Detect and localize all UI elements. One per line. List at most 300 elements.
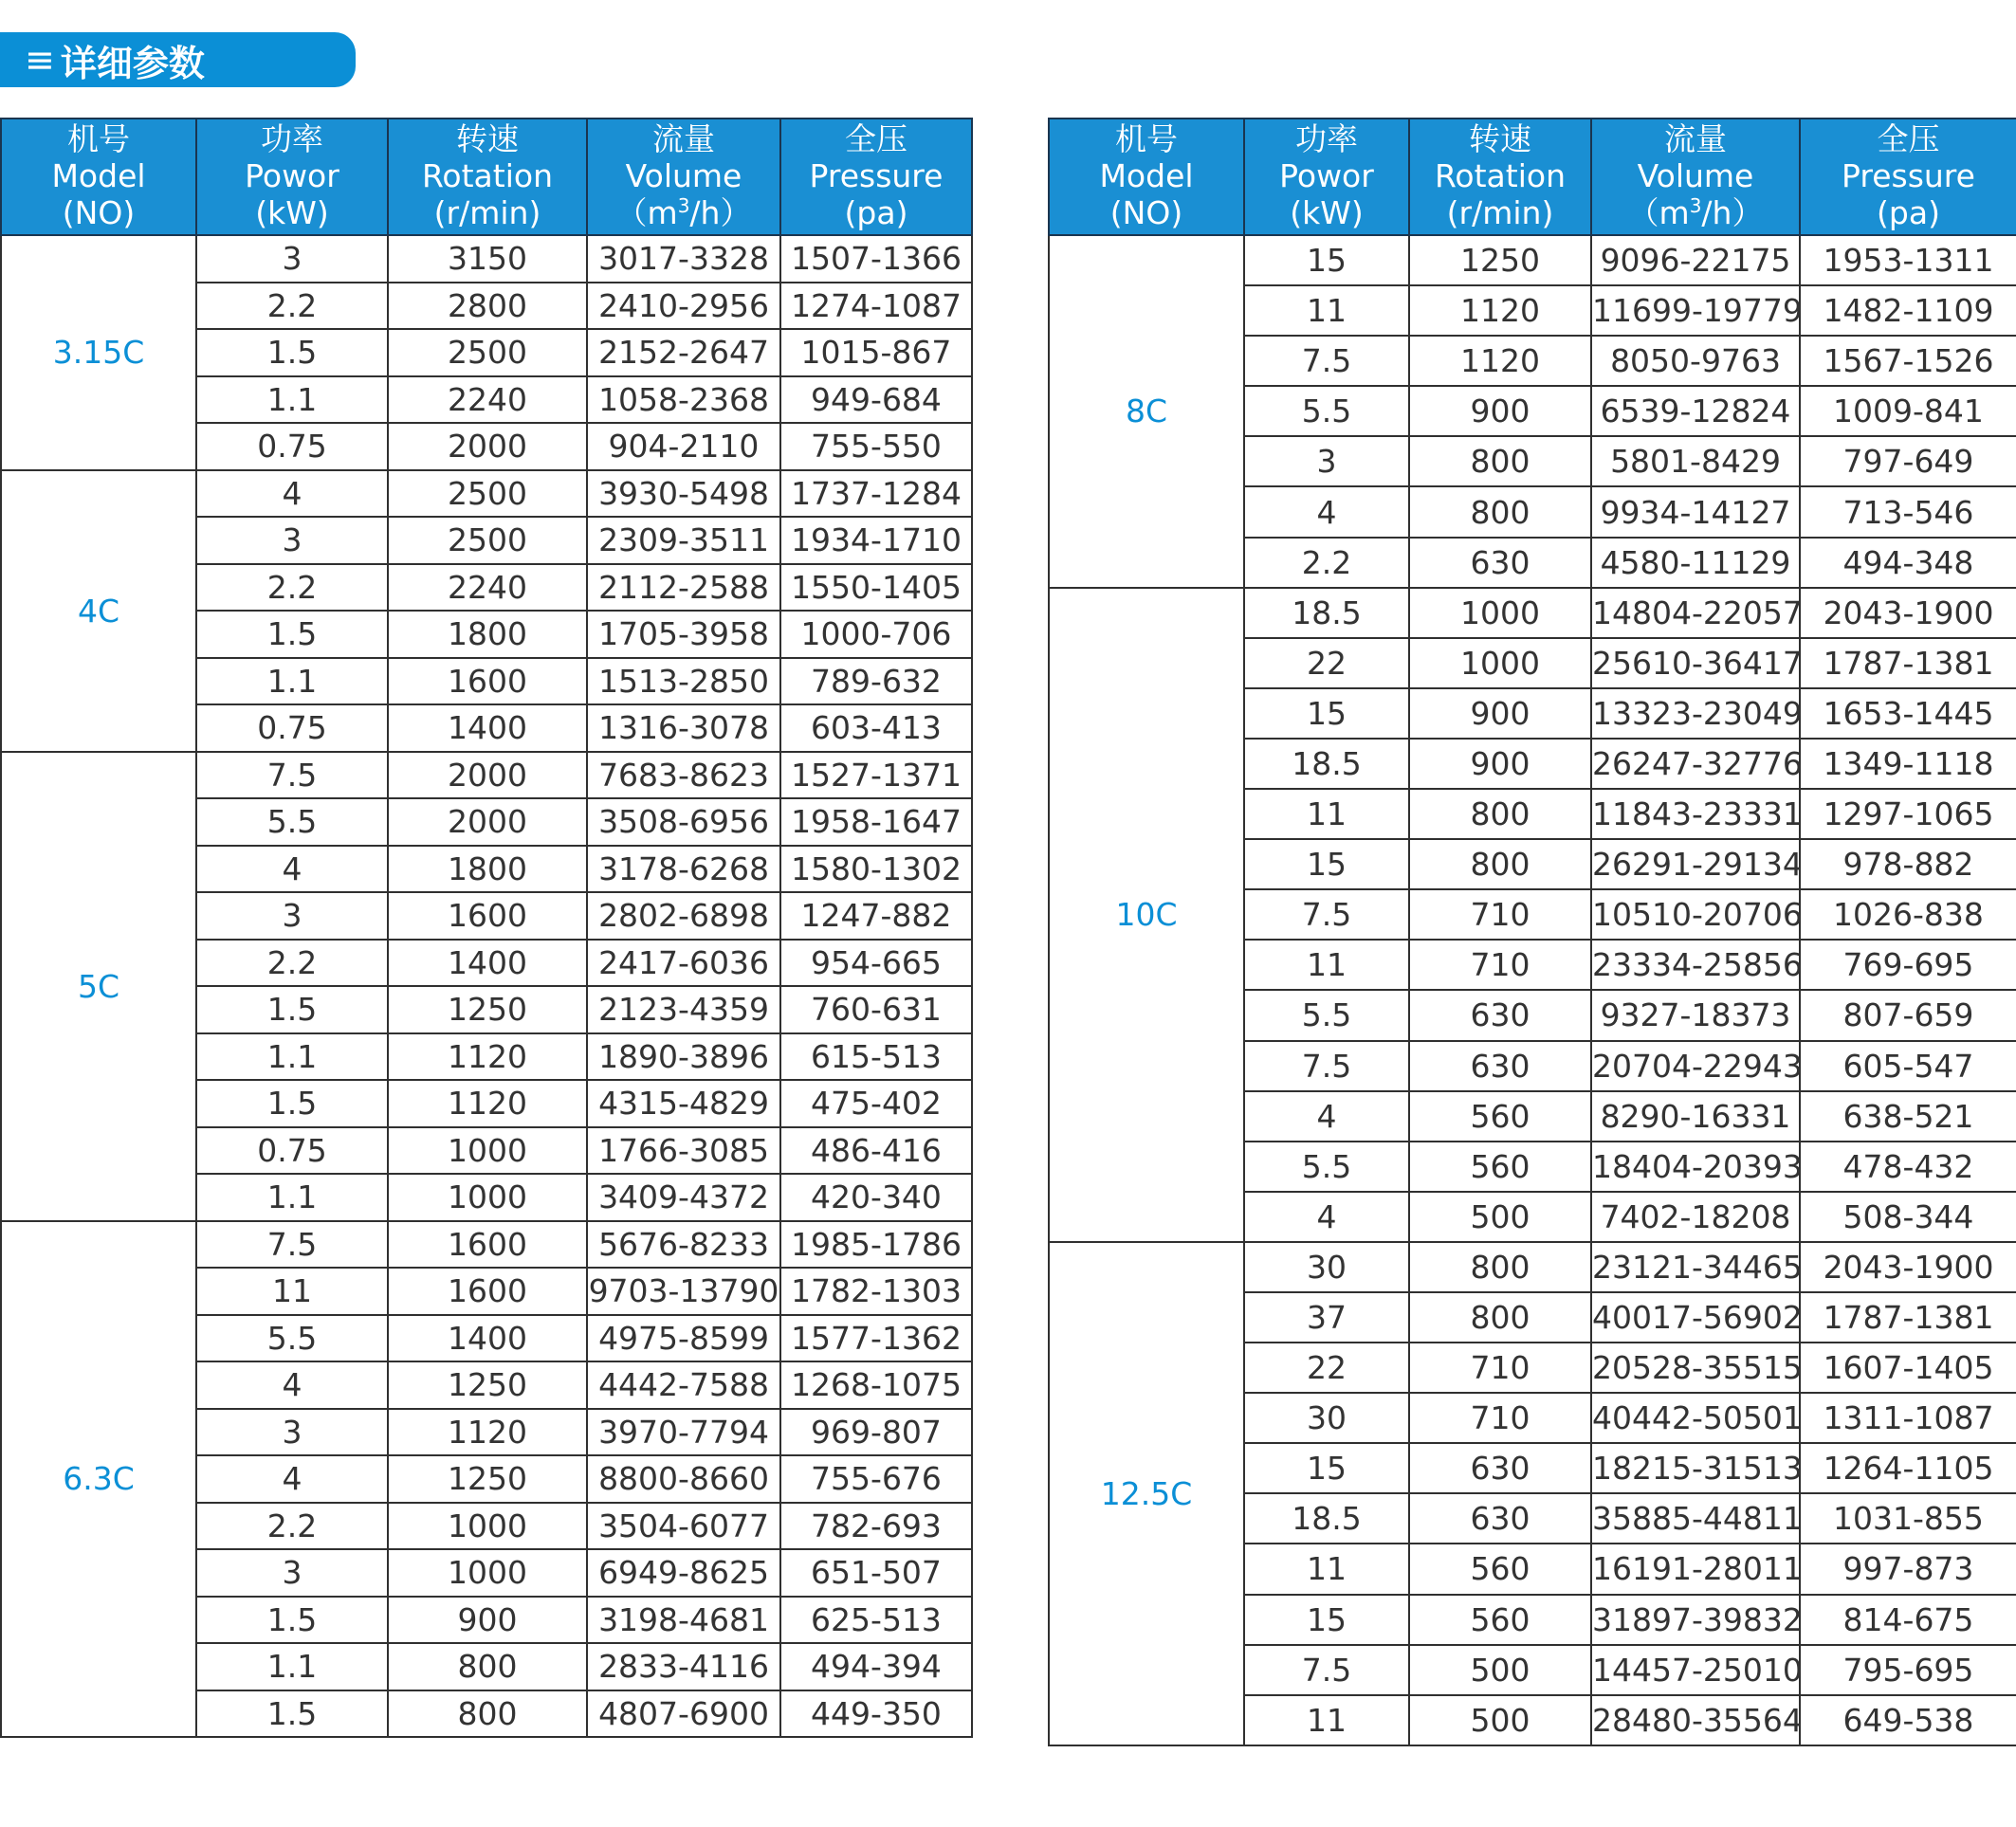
- volume-cell: 11699-19779: [1591, 285, 1800, 336]
- rotation-cell: 1400: [388, 940, 587, 987]
- pressure-cell: 603-413: [780, 704, 972, 752]
- power-cell: 11: [1244, 1544, 1409, 1594]
- pressure-cell: 1349-1118: [1800, 739, 2016, 789]
- header-en: Rotation: [421, 157, 553, 194]
- pressure-cell: 1527-1371: [780, 752, 972, 799]
- pressure-cell: 1737-1284: [780, 470, 972, 518]
- pressure-cell: 1311-1087: [1800, 1393, 2016, 1443]
- pressure-cell: 449-350: [780, 1690, 972, 1738]
- volume-cell: 35885-44811: [1591, 1493, 1800, 1544]
- power-cell: 7.5: [1244, 889, 1409, 940]
- rotation-cell: 800: [1409, 1292, 1591, 1343]
- rotation-cell: 1600: [388, 892, 587, 940]
- rotation-cell: 630: [1409, 1041, 1591, 1091]
- pressure-cell: 651-507: [780, 1549, 972, 1597]
- power-cell: 1.1: [196, 376, 388, 424]
- rotation-cell: 800: [388, 1690, 587, 1738]
- rotation-cell: 1250: [1409, 235, 1591, 285]
- pressure-cell: 1958-1647: [780, 798, 972, 846]
- rotation-cell: 1600: [388, 1268, 587, 1315]
- header-en: Powor: [245, 157, 339, 194]
- power-cell: 2.2: [1244, 538, 1409, 588]
- power-cell: 3: [196, 235, 388, 283]
- volume-cell: 16191-28011: [1591, 1544, 1800, 1594]
- header-unit: (kW): [1290, 194, 1364, 231]
- header-unit: (pa): [1877, 194, 1940, 231]
- rotation-cell: 3150: [388, 235, 587, 283]
- section-title-bar: [0, 32, 356, 87]
- volume-cell: 14804-22057: [1591, 588, 1800, 638]
- pressure-cell: 1550-1405: [780, 564, 972, 612]
- rotation-cell: 1120: [1409, 336, 1591, 386]
- power-cell: 5.5: [1244, 990, 1409, 1040]
- power-cell: 7.5: [1244, 1041, 1409, 1091]
- pressure-cell: 755-550: [780, 423, 972, 470]
- header-unit: (kW): [255, 194, 329, 231]
- column-header-model: [1, 119, 196, 235]
- rotation-cell: 1600: [388, 658, 587, 705]
- header-cn: 机号: [1115, 120, 1178, 157]
- volume-cell: 2802-6898: [587, 892, 780, 940]
- volume-cell: 1513-2850: [587, 658, 780, 705]
- header-unit: (r/min): [1446, 194, 1554, 231]
- model-cell: 12.5C: [1049, 1242, 1244, 1745]
- volume-cell: 13323-23049: [1591, 688, 1800, 739]
- rotation-cell: 800: [1409, 789, 1591, 839]
- volume-cell: 1890-3896: [587, 1033, 780, 1081]
- power-cell: 1.5: [196, 1690, 388, 1738]
- volume-cell: 6949-8625: [587, 1549, 780, 1597]
- model-cell: 10C: [1049, 588, 1244, 1242]
- header-row: [1, 119, 972, 235]
- pressure-cell: 1031-855: [1800, 1493, 2016, 1544]
- rotation-cell: 2800: [388, 283, 587, 330]
- header-cn: 功率: [261, 120, 323, 157]
- pressure-cell: 1268-1075: [780, 1361, 972, 1409]
- volume-cell: 26291-29134: [1591, 839, 1800, 889]
- spec-table-left: [0, 118, 973, 1738]
- table-row: [1049, 1242, 2016, 1292]
- rotation-cell: 2240: [388, 564, 587, 612]
- power-cell: 0.75: [196, 704, 388, 752]
- header-en: Model: [51, 157, 146, 194]
- power-cell: 11: [196, 1268, 388, 1315]
- rotation-cell: 560: [1409, 1595, 1591, 1645]
- rotation-cell: 710: [1409, 940, 1591, 990]
- volume-cell: 904-2110: [587, 423, 780, 470]
- power-cell: 4: [196, 1361, 388, 1409]
- power-cell: 11: [1244, 285, 1409, 336]
- power-cell: 1.1: [196, 1643, 388, 1690]
- rotation-cell: 710: [1409, 1393, 1591, 1443]
- volume-cell: 3409-4372: [587, 1174, 780, 1221]
- pressure-cell: 475-402: [780, 1080, 972, 1127]
- rotation-cell: 1800: [388, 846, 587, 893]
- pressure-cell: 954-665: [780, 940, 972, 987]
- volume-cell: 20704-22943: [1591, 1041, 1800, 1091]
- volume-cell: 9934-14127: [1591, 486, 1800, 537]
- power-cell: 1.1: [196, 1033, 388, 1081]
- power-cell: 2.2: [196, 1503, 388, 1550]
- volume-cell: 4315-4829: [587, 1080, 780, 1127]
- power-cell: 4: [196, 470, 388, 518]
- power-cell: 2.2: [196, 564, 388, 612]
- header-cn: 全压: [1877, 120, 1940, 157]
- table-row: [1, 752, 972, 799]
- spec-table-right-body: [1049, 235, 2016, 1745]
- column-header-volume: [1591, 119, 1800, 235]
- power-cell: 15: [1244, 839, 1409, 889]
- pressure-cell: 978-882: [1800, 839, 2016, 889]
- rotation-cell: 1250: [388, 1361, 587, 1409]
- volume-cell: 18404-20393: [1591, 1142, 1800, 1192]
- header-cn: 流量: [652, 120, 715, 157]
- power-cell: 4: [1244, 1091, 1409, 1142]
- header-cn: 功率: [1295, 120, 1358, 157]
- pressure-cell: 807-659: [1800, 990, 2016, 1040]
- volume-cell: 3508-6956: [587, 798, 780, 846]
- model-cell: 4C: [1, 470, 196, 752]
- power-cell: 7.5: [196, 752, 388, 799]
- pressure-cell: 789-632: [780, 658, 972, 705]
- power-cell: 3: [1244, 436, 1409, 486]
- power-cell: 0.75: [196, 423, 388, 470]
- rotation-cell: 1000: [388, 1174, 587, 1221]
- volume-cell: 23121-34465: [1591, 1242, 1800, 1292]
- pressure-cell: 1787-1381: [1800, 1292, 2016, 1343]
- pressure-cell: 1567-1526: [1800, 336, 2016, 386]
- column-header-pressure: [780, 119, 972, 235]
- pressure-cell: 605-547: [1800, 1041, 2016, 1091]
- column-header-rotation: [388, 119, 587, 235]
- rotation-cell: 800: [1409, 436, 1591, 486]
- power-cell: 4: [1244, 1192, 1409, 1242]
- volume-cell: 4975-8599: [587, 1315, 780, 1362]
- volume-cell: 9096-22175: [1591, 235, 1800, 285]
- power-cell: 1.1: [196, 1174, 388, 1221]
- header-en: Pressure: [1842, 157, 1975, 194]
- volume-cell: 2833-4116: [587, 1643, 780, 1690]
- column-header-volume: [587, 119, 780, 235]
- power-cell: 18.5: [1244, 588, 1409, 638]
- volume-cell: 4580-11129: [1591, 538, 1800, 588]
- header-unit-pre: （m: [615, 194, 678, 231]
- pressure-cell: 625-513: [780, 1597, 972, 1644]
- pressure-cell: 795-695: [1800, 1645, 2016, 1695]
- pressure-cell: 649-538: [1800, 1695, 2016, 1745]
- table-row: [1049, 235, 2016, 285]
- power-cell: 4: [196, 1455, 388, 1503]
- model-cell: 6.3C: [1, 1221, 196, 1738]
- pressure-cell: 760-631: [780, 986, 972, 1033]
- volume-cell: 20528-35515: [1591, 1343, 1800, 1393]
- rotation-cell: 710: [1409, 1343, 1591, 1393]
- header-row: [1049, 119, 2016, 235]
- pressure-cell: 769-695: [1800, 940, 2016, 990]
- pressure-cell: 2043-1900: [1800, 1242, 2016, 1292]
- pressure-cell: 1934-1710: [780, 517, 972, 564]
- rotation-cell: 800: [1409, 1242, 1591, 1292]
- volume-cell: 14457-25010: [1591, 1645, 1800, 1695]
- volume-cell: 6539-12824: [1591, 386, 1800, 436]
- header-unit-sup: 3: [1689, 194, 1702, 217]
- header-unit-post: /h）: [689, 194, 752, 231]
- rotation-cell: 900: [1409, 386, 1591, 436]
- table-row: [1049, 588, 2016, 638]
- power-cell: 5.5: [196, 798, 388, 846]
- pressure-cell: 1000-706: [780, 611, 972, 658]
- rotation-cell: 1000: [1409, 638, 1591, 688]
- volume-cell: 8050-9763: [1591, 336, 1800, 386]
- volume-cell: 23334-25856: [1591, 940, 1800, 990]
- volume-cell: 1766-3085: [587, 1127, 780, 1175]
- power-cell: 5.5: [1244, 1142, 1409, 1192]
- pressure-cell: 1274-1087: [780, 283, 972, 330]
- pressure-cell: 1009-841: [1800, 386, 2016, 436]
- rotation-cell: 800: [388, 1643, 587, 1690]
- volume-cell: 5801-8429: [1591, 436, 1800, 486]
- volume-cell: 40442-50501: [1591, 1393, 1800, 1443]
- rotation-cell: 1000: [388, 1549, 587, 1597]
- pressure-cell: 486-416: [780, 1127, 972, 1175]
- column-header-model: [1049, 119, 1244, 235]
- pressure-cell: 494-394: [780, 1643, 972, 1690]
- header-en: Powor: [1279, 157, 1374, 194]
- rotation-cell: 630: [1409, 538, 1591, 588]
- volume-cell: 1316-3078: [587, 704, 780, 752]
- power-cell: 7.5: [1244, 336, 1409, 386]
- power-cell: 11: [1244, 789, 1409, 839]
- rotation-cell: 1250: [388, 986, 587, 1033]
- pressure-cell: 1264-1105: [1800, 1443, 2016, 1493]
- volume-cell: 2112-2588: [587, 564, 780, 612]
- rotation-cell: 900: [1409, 739, 1591, 789]
- power-cell: 30: [1244, 1242, 1409, 1292]
- rotation-cell: 1120: [1409, 285, 1591, 336]
- rotation-cell: 1400: [388, 704, 587, 752]
- pressure-cell: 420-340: [780, 1174, 972, 1221]
- pressure-cell: 1026-838: [1800, 889, 2016, 940]
- pressure-cell: 615-513: [780, 1033, 972, 1081]
- volume-cell: 2309-3511: [587, 517, 780, 564]
- header-cn: 转速: [456, 120, 519, 157]
- volume-cell: 3198-4681: [587, 1597, 780, 1644]
- model-cell: 5C: [1, 752, 196, 1221]
- power-cell: 3: [196, 1549, 388, 1597]
- pressure-cell: 1580-1302: [780, 846, 972, 893]
- power-cell: 7.5: [196, 1221, 388, 1269]
- header-unit: [588, 194, 779, 231]
- volume-cell: 28480-35564: [1591, 1695, 1800, 1745]
- rotation-cell: 2500: [388, 470, 587, 518]
- volume-cell: 18215-31513: [1591, 1443, 1800, 1493]
- power-cell: 15: [1244, 235, 1409, 285]
- section-title-text: 详细参数: [60, 42, 205, 84]
- header-cn: 流量: [1664, 120, 1727, 157]
- header-unit-pre: （m: [1627, 194, 1690, 231]
- power-cell: 2.2: [196, 283, 388, 330]
- power-cell: 15: [1244, 1443, 1409, 1493]
- header-unit: (NO): [62, 194, 136, 231]
- rotation-cell: 1120: [388, 1409, 587, 1456]
- rotation-cell: 800: [1409, 486, 1591, 537]
- pressure-cell: 713-546: [1800, 486, 2016, 537]
- rotation-cell: 2500: [388, 329, 587, 376]
- pressure-cell: 494-348: [1800, 538, 2016, 588]
- volume-cell: 25610-36417: [1591, 638, 1800, 688]
- pressure-cell: 949-684: [780, 376, 972, 424]
- pressure-cell: 797-649: [1800, 436, 2016, 486]
- power-cell: 15: [1244, 1595, 1409, 1645]
- spec-table-left-body: [1, 235, 972, 1737]
- spec-table-right: [1048, 118, 2016, 1746]
- rotation-cell: 500: [1409, 1695, 1591, 1745]
- rotation-cell: 1400: [388, 1315, 587, 1362]
- volume-cell: 26247-32776: [1591, 739, 1800, 789]
- rotation-cell: 1000: [1409, 588, 1591, 638]
- power-cell: 15: [1244, 688, 1409, 739]
- power-cell: 18.5: [1244, 739, 1409, 789]
- rotation-cell: 560: [1409, 1091, 1591, 1142]
- menu-lines-icon: ≡: [25, 39, 55, 81]
- power-cell: 3: [196, 1409, 388, 1456]
- header-unit: (r/min): [433, 194, 541, 231]
- volume-cell: 3930-5498: [587, 470, 780, 518]
- power-cell: 1.1: [196, 658, 388, 705]
- pressure-cell: 997-873: [1800, 1544, 2016, 1594]
- header-en: Volume: [1637, 157, 1754, 194]
- pressure-cell: 1782-1303: [780, 1268, 972, 1315]
- pressure-cell: 2043-1900: [1800, 588, 2016, 638]
- power-cell: 0.75: [196, 1127, 388, 1175]
- rotation-cell: 1120: [388, 1080, 587, 1127]
- rotation-cell: 560: [1409, 1544, 1591, 1594]
- volume-cell: 3017-3328: [587, 235, 780, 283]
- pressure-cell: 1247-882: [780, 892, 972, 940]
- header-unit: [1592, 194, 1799, 231]
- rotation-cell: 1250: [388, 1455, 587, 1503]
- pressure-cell: 478-432: [1800, 1142, 2016, 1192]
- power-cell: 1.5: [196, 611, 388, 658]
- pressure-cell: 1015-867: [780, 329, 972, 376]
- volume-cell: 31897-39832: [1591, 1595, 1800, 1645]
- power-cell: 18.5: [1244, 1493, 1409, 1544]
- power-cell: 5.5: [1244, 386, 1409, 436]
- power-cell: 3: [196, 892, 388, 940]
- header-en: Pressure: [809, 157, 944, 194]
- power-cell: 1.5: [196, 1597, 388, 1644]
- volume-cell: 9703-13790: [587, 1268, 780, 1315]
- rotation-cell: 500: [1409, 1192, 1591, 1242]
- pressure-cell: 755-676: [780, 1455, 972, 1503]
- power-cell: 7.5: [1244, 1645, 1409, 1695]
- header-en: Model: [1099, 157, 1194, 194]
- volume-cell: 8290-16331: [1591, 1091, 1800, 1142]
- table-row: [1, 1221, 972, 1269]
- rotation-cell: 630: [1409, 1493, 1591, 1544]
- model-cell: 8C: [1049, 235, 1244, 588]
- volume-cell: 2417-6036: [587, 940, 780, 987]
- column-header-power: [196, 119, 388, 235]
- rotation-cell: 630: [1409, 1443, 1591, 1493]
- rotation-cell: 630: [1409, 990, 1591, 1040]
- volume-cell: 7402-18208: [1591, 1192, 1800, 1242]
- power-cell: 1.5: [196, 986, 388, 1033]
- rotation-cell: 560: [1409, 1142, 1591, 1192]
- power-cell: 5.5: [196, 1315, 388, 1362]
- table-row: [1, 470, 972, 518]
- spec-table-right-header: [1049, 119, 2016, 235]
- volume-cell: 5676-8233: [587, 1221, 780, 1269]
- volume-cell: 2123-4359: [587, 986, 780, 1033]
- power-cell: 11: [1244, 1695, 1409, 1745]
- rotation-cell: 1800: [388, 611, 587, 658]
- rotation-cell: 710: [1409, 889, 1591, 940]
- power-cell: 1.5: [196, 1080, 388, 1127]
- volume-cell: 2152-2647: [587, 329, 780, 376]
- rotation-cell: 900: [1409, 688, 1591, 739]
- power-cell: 4: [196, 846, 388, 893]
- volume-cell: 2410-2956: [587, 283, 780, 330]
- power-cell: 11: [1244, 940, 1409, 990]
- pressure-cell: 638-521: [1800, 1091, 2016, 1142]
- pressure-cell: 1607-1405: [1800, 1343, 2016, 1393]
- header-cn: 机号: [67, 120, 130, 157]
- header-unit-post: /h）: [1701, 194, 1764, 231]
- volume-cell: 3970-7794: [587, 1409, 780, 1456]
- header-unit-sup: 3: [677, 194, 690, 217]
- volume-cell: 4442-7588: [587, 1361, 780, 1409]
- pressure-cell: 1953-1311: [1800, 235, 2016, 285]
- column-header-pressure: [1800, 119, 2016, 235]
- header-cn: 全压: [845, 120, 907, 157]
- pressure-cell: 1482-1109: [1800, 285, 2016, 336]
- header-unit: (pa): [844, 194, 908, 231]
- rotation-cell: 1000: [388, 1127, 587, 1175]
- volume-cell: 10510-20706: [1591, 889, 1800, 940]
- volume-cell: 1705-3958: [587, 611, 780, 658]
- power-cell: 30: [1244, 1393, 1409, 1443]
- volume-cell: 9327-18373: [1591, 990, 1800, 1040]
- power-cell: 22: [1244, 1343, 1409, 1393]
- volume-cell: 11843-23331: [1591, 789, 1800, 839]
- spec-table-left-header: [1, 119, 972, 235]
- pressure-cell: 1653-1445: [1800, 688, 2016, 739]
- table-row: [1, 235, 972, 283]
- column-header-power: [1244, 119, 1409, 235]
- rotation-cell: 2000: [388, 798, 587, 846]
- power-cell: 37: [1244, 1292, 1409, 1343]
- volume-cell: 7683-8623: [587, 752, 780, 799]
- power-cell: 4: [1244, 486, 1409, 537]
- column-header-rotation: [1409, 119, 1591, 235]
- rotation-cell: 900: [388, 1597, 587, 1644]
- rotation-cell: 1000: [388, 1503, 587, 1550]
- pressure-cell: 814-675: [1800, 1595, 2016, 1645]
- pressure-cell: 1577-1362: [780, 1315, 972, 1362]
- rotation-cell: 1600: [388, 1221, 587, 1269]
- pressure-cell: 1507-1366: [780, 235, 972, 283]
- volume-cell: 8800-8660: [587, 1455, 780, 1503]
- power-cell: 22: [1244, 638, 1409, 688]
- model-cell: 3.15C: [1, 235, 196, 470]
- pressure-cell: 1787-1381: [1800, 638, 2016, 688]
- volume-cell: 3178-6268: [587, 846, 780, 893]
- power-cell: 1.5: [196, 329, 388, 376]
- pressure-cell: 1297-1065: [1800, 789, 2016, 839]
- volume-cell: 1058-2368: [587, 376, 780, 424]
- rotation-cell: 2500: [388, 517, 587, 564]
